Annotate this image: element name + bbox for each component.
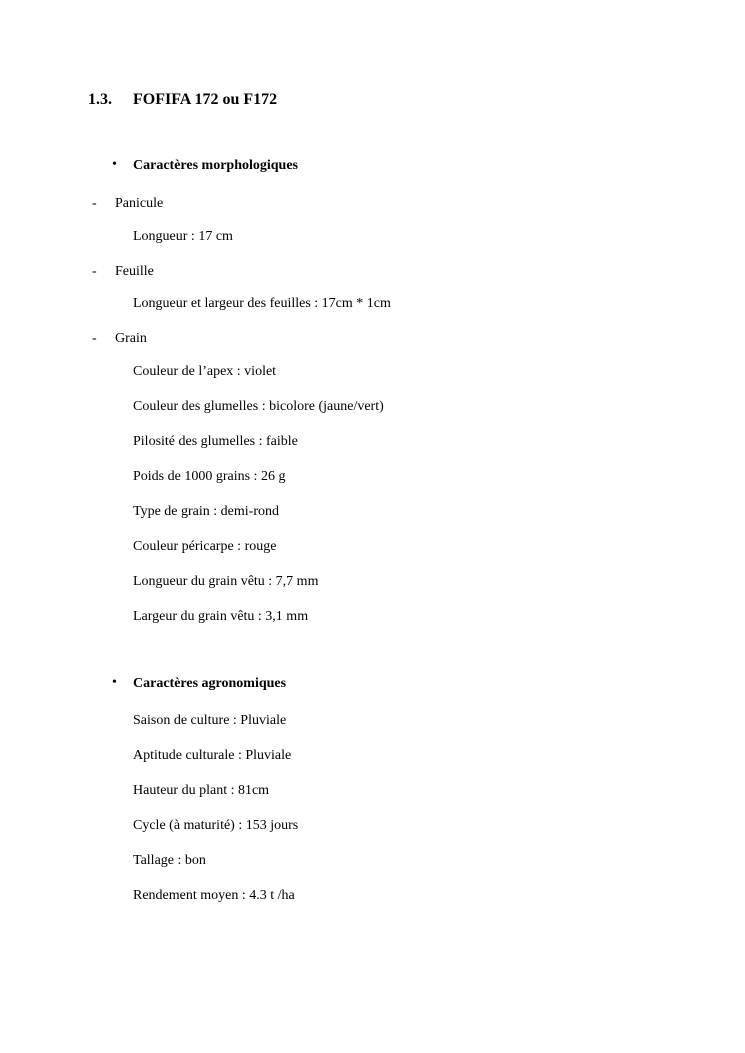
dash-marker: - (92, 196, 97, 211)
agro-tillering: Tallage : bon (133, 853, 206, 868)
grain-pericarp-color: Couleur péricarpe : rouge (133, 539, 277, 554)
bullet-icon: • (112, 157, 117, 172)
morpho-heading: Caractères morphologiques (133, 158, 298, 173)
panicule-label: Panicule (115, 196, 164, 211)
grain-glumelle-pilosity: Pilosité des glumelles : faible (133, 434, 298, 449)
section-title: FOFIFA 172 ou F172 (133, 91, 278, 108)
section-number: 1.3. (88, 91, 112, 108)
agro-height: Hauteur du plant : 81cm (133, 783, 270, 798)
panicule-length: Longueur : 17 cm (133, 229, 233, 244)
agro-aptitude: Aptitude culturale : Pluviale (133, 748, 292, 763)
agro-cycle: Cycle (à maturité) : 153 jours (133, 818, 299, 833)
dash-marker: - (92, 331, 97, 346)
grain-apex-color: Couleur de l’apex : violet (133, 364, 277, 379)
bullet-icon: • (112, 675, 117, 690)
grain-type: Type de grain : demi-rond (133, 504, 279, 519)
grain-width: Largeur du grain vêtu : 3,1 mm (133, 609, 309, 624)
grain-length: Longueur du grain vêtu : 7,7 mm (133, 574, 319, 589)
feuille-dimensions: Longueur et largeur des feuilles : 17cm * 1cm (133, 296, 391, 311)
grain-label: Grain (115, 331, 147, 346)
agro-heading: Caractères agronomiques (133, 676, 287, 691)
agro-yield: Rendement moyen : 4.3 t /ha (133, 888, 295, 903)
grain-glumelle-color: Couleur des glumelles : bicolore (jaune/vert) (133, 399, 384, 414)
dash-marker: - (92, 264, 97, 279)
grain-weight: Poids de 1000 grains : 26 g (133, 469, 286, 484)
agro-season: Saison de culture : Pluviale (133, 713, 287, 728)
feuille-label: Feuille (115, 264, 154, 279)
